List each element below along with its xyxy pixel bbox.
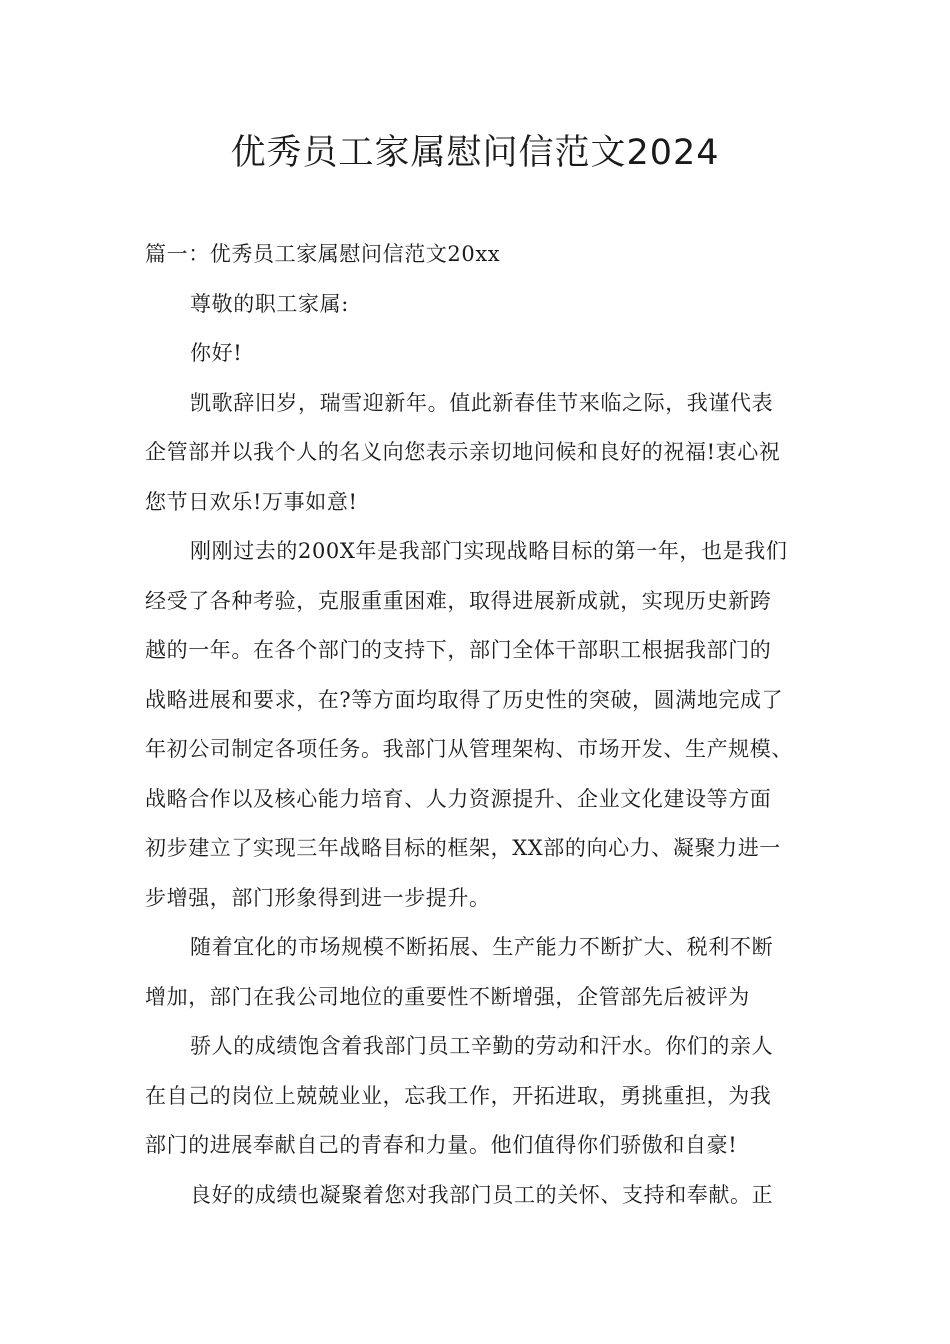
- document-body: [145, 230, 815, 1220]
- body-line: 良好的成绩也凝聚着您对我部门员工的关怀、支持和奉献。正: [190, 1182, 774, 1207]
- body-line: 在自己的岗位上兢兢业业，忘我工作，开拓进取，勇挑重担，为我: [145, 1083, 772, 1108]
- body-line: 部门的进展奉献自己的青春和力量。他们值得你们骄傲和自豪!: [145, 1133, 738, 1157]
- body-line: 篇一：优秀员工家属慰问信范文20xx: [145, 242, 501, 266]
- body-line: 刚刚过去的200X年是我部门实现战略目标的第一年，也是我们: [190, 539, 788, 563]
- body-line: 企管部并以我个人的名义向您表示亲切地问候和良好的祝福!衷心祝: [145, 440, 781, 464]
- body-line: 凯歌辞旧岁，瑞雪迎新年。值此新春佳节来临之际，我谨代表: [190, 390, 774, 415]
- body-line: 战略进展和要求，在?等方面均取得了历史性的突破，圆满地完成了: [145, 687, 784, 712]
- body-line: 骄人的成绩饱含着我部门员工辛勤的劳动和汗水。你们的亲人: [190, 1034, 774, 1058]
- body-line: 增加，部门在我公司地位的重要性不断增强，企管部先后被评为: [145, 984, 750, 1009]
- body-line: 年初公司制定各项任务。我部门从管理架构、市场开发、生产规模、: [145, 737, 793, 761]
- document-title: 优秀员工家属慰问信范文2024: [230, 133, 720, 173]
- body-line: 越的一年。在各个部门的支持下，部门全体干部职工根据我部门的: [145, 638, 772, 662]
- body-line: 经受了各种考验，克服重重困难，取得进展新成就，实现历史新跨: [145, 588, 772, 613]
- body-line: 您节日欢乐!万事如意!: [145, 489, 358, 514]
- body-line: 初步建立了实现三年战略目标的框架，XX部的向心力、凝聚力进一: [145, 836, 781, 860]
- body-line: 战略合作以及核心能力培育、人力资源提升、企业文化建设等方面: [145, 786, 772, 811]
- body-line: 你好!: [190, 341, 243, 365]
- body-line: 尊敬的职工家属:: [190, 291, 349, 316]
- body-line: 步增强，部门形象得到进一步提升。: [145, 885, 491, 910]
- body-line: 随着宜化的市场规模不断拓展、生产能力不断扩大、税利不断: [190, 935, 774, 959]
